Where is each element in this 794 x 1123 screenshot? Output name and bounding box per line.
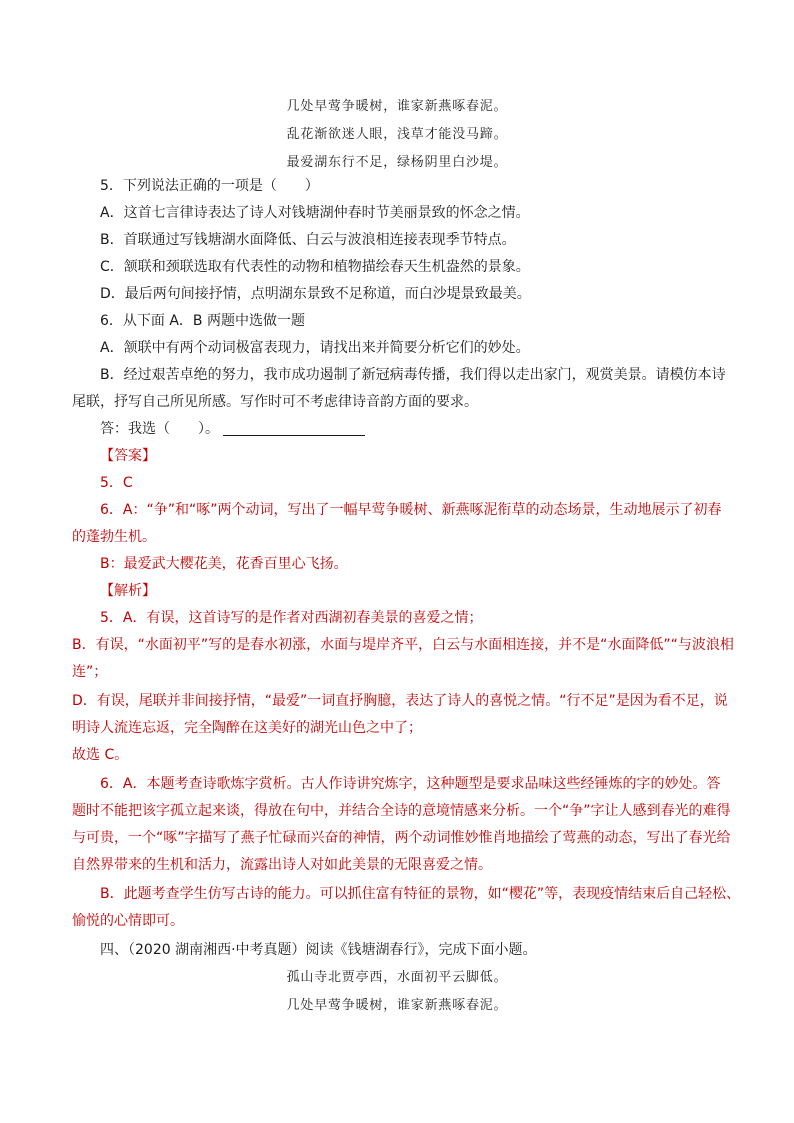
question-6-option-b: B．经过艰苦卓绝的努力，我市成功遏制了新冠病毒传播，我们得以走出家门，观赏美景。请模仿本诗 [100, 367, 726, 383]
question-5-option-b: B．首联通过写钱塘湖水面降低、白云与波浪相连接表现季节特点。 [100, 232, 516, 248]
analysis-5d-cont: 明诗人流连忘返，完全陶醉在这美好的湖光山色之中了； [72, 720, 422, 736]
question-5-option-c: C．颔联和颈联选取有代表性的动物和植物描绘春天生机盎然的景象。 [100, 259, 530, 275]
answer-5: 5．C [100, 475, 133, 491]
analysis-6a: 6．A．本题考查诗歌炼字赏析。古人作诗讲究炼字，这种题型是要求品味这些经锤炼的字的妙处。答 [100, 776, 721, 792]
poem-line: 几处早莺争暖树，谁家新燕啄春泥。 [286, 998, 508, 1013]
question-6-option-b-cont: 尾联，抒写自己所见所感。写作时可不考虑律诗音韵方面的要求。 [72, 394, 478, 410]
question-6-stem: 6．从下面 A．B 两题中选做一题 [100, 313, 305, 329]
analysis-5d: D．有误，尾联并非间接抒情，“最爱”一词直抒胸臆，表达了诗人的喜悦之情。“行不足”是因为看不足，说 [72, 693, 728, 709]
analysis-5a: 5．A．有误，这首诗写的是作者对西湖初春美景的喜爱之情； [100, 610, 483, 626]
analysis-6a-cont-1: 题时不能把该字孤立起来谈，得放在句中，并结合全诗的意境情感来分析。一个“争”字让人感到春光的难得 [72, 803, 731, 819]
question-6-option-a: A．颔联中有两个动词极富表现力，请找出来并简要分析它们的妙处。 [100, 340, 530, 356]
question-5-stem: 5．下列说法正确的一项是（ ） [100, 178, 319, 194]
analysis-5b: B．有误，“水面初平”写的是春水初涨，水面与堤岸齐平，白云与水面相连接，并不是“水面降低”“与波浪相 [72, 637, 734, 653]
poem-line: 孤山寺北贾亭西，水面初平云脚低。 [286, 970, 508, 985]
analysis-6b: B．此题考查学生仿写古诗的能力。可以抓住富有特征的景物，如“樱花”等，表现疫情结束后自己轻松、 [100, 886, 741, 902]
answer-prompt [100, 419, 365, 439]
poem-line: 最爱湖东行不足，绿杨阴里白沙堤。 [286, 155, 508, 170]
section-heading: 四、（2020 湖南湘西·中考真题）阅读《钱塘湖春行》，完成下面小题。 [100, 942, 537, 958]
question-5-option-a: A．这首七言律诗表达了诗人对钱塘湖仲春时节美丽景致的怀念之情。 [100, 205, 530, 221]
analysis-6a-cont-3: 自然界带来的生机和活力，流露出诗人对如此美景的无限喜爱之情。 [72, 857, 492, 873]
analysis-6b-cont: 愉悦的心情即可。 [72, 913, 184, 929]
answer-6b: B：最爱武大樱花美，花香百里心飞扬。 [100, 556, 348, 572]
analysis-5b-cont: 连”； [72, 664, 108, 680]
poem-line: 乱花渐欲迷人眼，浅草才能没马蹄。 [286, 127, 508, 142]
answer-heading: 【答案】 [100, 448, 156, 464]
analysis-6a-cont-2: 与可贵，一个“啄”字描写了燕子忙碌而兴奋的神情，两个动词惟妙惟肖地描绘了莺燕的动态，写出了春光给 [72, 830, 731, 846]
question-5-option-d: D．最后两句间接抒情，点明湖东景致不足称道，而白沙堤景致最美。 [100, 286, 531, 302]
answer-6a: 6．A：“争”和“啄”两个动词，写出了一幅早莺争暖树、新燕啄泥衔草的动态场景，生动地展示了初春 [100, 502, 722, 518]
answer-prompt-text: 答：我选（ ）。 [100, 421, 219, 437]
answer-6a-cont: 的蓬勃生机。 [72, 529, 156, 545]
poem-line: 几处早莺争暖树，谁家新燕啄春泥。 [286, 99, 508, 114]
answer-blank-line [223, 421, 365, 436]
analysis-heading: 【解析】 [100, 583, 156, 599]
analysis-5-conclusion: 故选 C。 [72, 747, 129, 763]
